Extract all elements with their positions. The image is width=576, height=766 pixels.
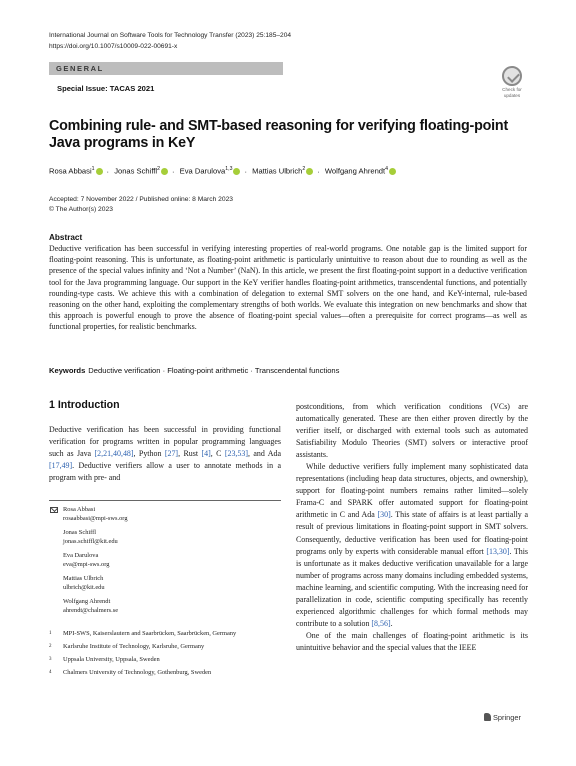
- orcid-icon[interactable]: [96, 168, 103, 175]
- contact-email[interactable]: rosaabbasi@mpi-sws.org: [63, 515, 128, 522]
- check-for-updates-icon[interactable]: [497, 66, 527, 96]
- intro-text: , and Ada: [247, 449, 282, 459]
- affiliation-number: 2: [49, 644, 52, 649]
- affiliation-text: MPI-SWS, Kaiserslautern and Saarbrücken, Saarbrücken, Germany: [63, 630, 237, 637]
- check-ring-icon: [502, 66, 522, 86]
- intro-text: Deductive verification has been successful in providing functional verification for programs written in popular programming languages such as Java: [49, 425, 281, 459]
- contact-name: Eva Darulova: [63, 552, 99, 559]
- author-name: Wolfgang Ahrendt: [324, 166, 386, 176]
- affiliation-entry: [49, 655, 281, 664]
- publisher-logo: [484, 713, 521, 722]
- citation-link[interactable]: [30]: [377, 510, 391, 520]
- copyright-line: © The Author(s) 2023: [49, 206, 113, 213]
- citation-link[interactable]: [13,30]: [486, 546, 510, 556]
- author-name: Jonas Schiffl: [114, 166, 158, 176]
- orcid-icon[interactable]: [161, 168, 168, 175]
- intro-paragraph: postconditions, from which verification conditions (VCs) are automatically generated. These are then either proven directly by the verifier itself, or discharged with external tools such as automated Satisfiability Modulo Theories (SMT) solvers or interactive proof assistants.: [296, 402, 528, 460]
- author-separator: ·: [172, 166, 175, 176]
- journal-header: [49, 30, 291, 52]
- intro-text: . This is unfortunate as it makes deductive verification unavailable for a large number of programs across many domains including embedded systems, machine learning, and scientific computing. With the increasing need for parallelization in code, scientific computing specifically has recently experienced algorithmic challenges for which formal methods may contribute to a solution: [296, 546, 528, 628]
- section-heading-introduction: 1 Introduction: [49, 399, 120, 411]
- author-name: Eva Darulova: [179, 166, 226, 176]
- contact-entry: [63, 551, 278, 569]
- affiliation-text: Uppsala University, Uppsala, Sweden: [63, 656, 160, 663]
- contact-email[interactable]: jonas.schiffl@kit.edu: [63, 538, 118, 545]
- intro-text: While deductive verifiers fully implement many sophisticated data representations (including heap data structures, objects, and ownership), support for floating-point numbers remains rather limited—solely Frama-C and SPARK offer automated support for floating-point arithmetic in C and Ada: [296, 462, 528, 520]
- author-affil-sup: 1: [91, 166, 95, 172]
- author-name: Rosa Abbasi: [49, 166, 92, 176]
- intro-text: . Deductive verifiers allow a user to annotate methods in a program with pre- and: [49, 461, 281, 483]
- citation-link[interactable]: [4]: [201, 449, 211, 459]
- author-affil-sup: 4: [385, 166, 389, 172]
- section-label: GENERAL: [56, 64, 104, 73]
- affiliation-entry: [49, 642, 281, 651]
- contact-name: Jonas Schiffl: [63, 529, 97, 536]
- affiliation-list: [49, 629, 281, 681]
- check-badge-line1: Check for: [502, 87, 522, 92]
- contact-email[interactable]: ahrendt@chalmers.se: [63, 607, 119, 614]
- affiliation-text: Karlsruhe Institute of Technology, Karlsruhe, Germany: [63, 643, 205, 650]
- keywords-label: Keywords: [49, 366, 86, 375]
- publisher-name: Springer: [493, 713, 521, 722]
- author-separator: ·: [244, 166, 247, 176]
- intro-paragraph: [296, 461, 528, 630]
- author-separator: ·: [106, 166, 110, 176]
- contact-email[interactable]: ulbrich@kit.edu: [63, 584, 105, 591]
- section-label-bar: [49, 62, 283, 75]
- contact-entry: [63, 505, 278, 523]
- contact-list: [63, 505, 278, 620]
- footnote-divider: [49, 500, 281, 501]
- intro-text: . This state of affairs is at least partially a result of previous limitations in floating-point support in SMT solvers. Consequently, deductive verification has been used for floating-point programs only by experts with considerable manual effort: [296, 510, 528, 556]
- author-list: [49, 166, 539, 176]
- affiliation-number: 3: [49, 657, 52, 662]
- author-affil-sup: 2: [302, 166, 306, 172]
- citation-link[interactable]: [2,21,40,48]: [94, 449, 134, 459]
- intro-text: , Python: [133, 449, 165, 459]
- paper-title: Combining rule- and SMT-based reasoning for verifying floating-point Java programs in KeY: [49, 118, 509, 151]
- citation-link[interactable]: [23,53]: [224, 449, 248, 459]
- keywords-text: Deductive verification · Floating-point arithmetic · Transcendental functions: [88, 366, 340, 375]
- springer-horse-icon: [484, 713, 491, 721]
- author-affil-sup: 1,3: [225, 166, 233, 172]
- contact-entry: [63, 597, 278, 615]
- contact-entry: [63, 574, 278, 592]
- contact-name: Rosa Abbasi: [63, 506, 96, 513]
- contact-name: Mattias Ulbrich: [63, 575, 104, 582]
- affiliation-entry: [49, 668, 281, 677]
- contact-entry: [63, 528, 278, 546]
- orcid-icon[interactable]: [233, 168, 240, 175]
- special-issue-label: Special Issue: TACAS 2021: [57, 84, 155, 93]
- affiliation-number: 1: [49, 631, 52, 636]
- abstract-text: Deductive verification has been successful in verifying interesting properties of real-world programs. One notable gap is the limited support for floating-point reasoning. This is unfortunate, as floating-point arithmetic is particularly unintuitive to reason about due to rounding as well as the presence of the special values infinity and ‘Not a Number’ (NaN). In this article, we present the first floating-point support in a deductive verification tool for the Java programming language. Our support in the KeY verifier handles floating-point arithmetics, transcendental functions, and potentially rounding-type casts. We achieve this with a combination of delegation to external SMT solvers on the one hand, and KeY-internal, rule-based reasoning on the other hand, exploiting the complementary strengths of both worlds. We evaluate this integration on new benchmarks and show that this approach is powerful enough to prove the absence of floating-point special values—often a prerequisite for correct programs—as well as functional properties, for realistic benchmarks.: [49, 244, 527, 332]
- check-badge-line2: updates: [503, 93, 521, 98]
- journal-citation: International Journal on Software Tools for Technology Transfer (2023) 25:185–204: [49, 32, 292, 39]
- author-name: Mattias Ulbrich: [252, 166, 303, 176]
- author-affil-sup: 2: [157, 166, 160, 172]
- citation-link[interactable]: [27]: [164, 449, 179, 459]
- envelope-icon: [50, 507, 58, 513]
- doi-link[interactable]: https://doi.org/10.1007/s10009-022-00691-x: [49, 43, 178, 50]
- citation-link[interactable]: [8,56]: [371, 618, 391, 628]
- intro-text: , C: [210, 449, 225, 459]
- affiliation-text: Chalmers University of Technology, Gothenburg, Sweden: [63, 669, 212, 676]
- intro-right-column: [296, 401, 528, 654]
- author-separator: ·: [317, 166, 320, 176]
- intro-paragraph: One of the main challenges of floating-point arithmetic is its unintuitive behavior and the special values that the IEEE: [296, 630, 528, 652]
- keywords-line: [49, 366, 339, 375]
- intro-text: , Rust: [178, 449, 202, 459]
- affiliation-entry: [49, 629, 281, 638]
- intro-paragraph-left: [49, 424, 281, 484]
- orcid-icon[interactable]: [389, 168, 396, 175]
- accepted-published-dates: Accepted: 7 November 2022 / Published online: 8 March 2023: [49, 196, 234, 203]
- publication-dates: [49, 195, 233, 215]
- citation-link[interactable]: [17,49]: [49, 461, 73, 471]
- affiliation-number: 4: [49, 670, 52, 675]
- contact-email[interactable]: eva@mpi-sws.org: [63, 561, 110, 568]
- intro-text: .: [390, 618, 393, 628]
- abstract-heading: Abstract: [49, 233, 83, 242]
- contact-name: Wolfgang Ahrendt: [63, 598, 111, 605]
- orcid-icon[interactable]: [306, 168, 313, 175]
